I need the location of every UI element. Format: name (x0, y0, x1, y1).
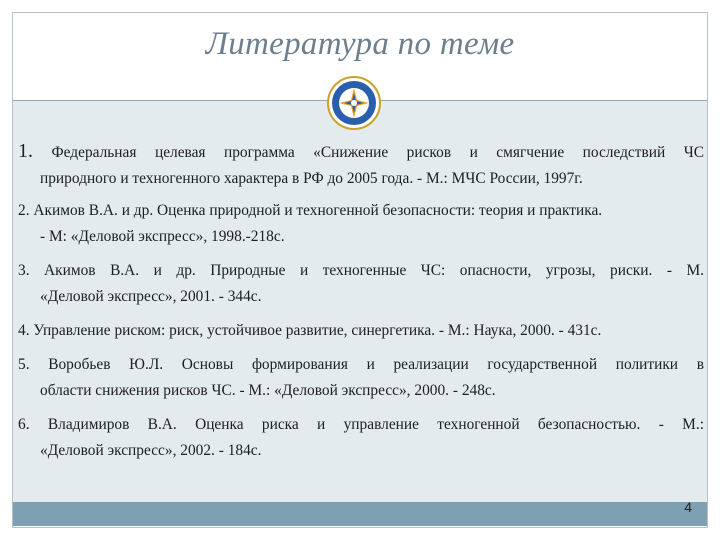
footer-bar (13, 502, 707, 526)
reference-number: 5. (18, 356, 30, 373)
reference-number: 6. (18, 416, 30, 433)
reference-line-1: Акимов В.А. и др. Природные и техногенные ЧС: опасности, угрозы, риски. - М. (44, 262, 704, 279)
slide-title: Литература по теме (205, 26, 515, 62)
reference-line-2: природного и техногенного характера в РФ до 2005 года. - М.: МЧС России, 1997г. (40, 170, 583, 187)
reference-line-2: «Деловой экспресс», 2002. - 184с. (40, 442, 262, 459)
reference-line-2: - М: «Деловой экспресс», 1998.-218с. (40, 228, 285, 245)
page-number: 4 (684, 499, 692, 515)
reference-item-2 (18, 198, 704, 250)
reference-line-1: Федеральная целевая программа «Снижение рисков и смягчение последствий ЧС (51, 144, 704, 161)
reference-line-1: Акимов В.А. и др. Оценка природной и техногенной безопасности: теория и практика. (33, 202, 603, 219)
reference-line-1: Управление риском: риск, устойчивое развитие, синергетика. - М.: Наука, 2000. - 431с. (33, 322, 602, 339)
reference-item-5 (18, 352, 704, 404)
references-list (18, 138, 704, 464)
reference-number: 2. (18, 202, 30, 219)
reference-line-1: Владимиров В.А. Оценка риска и управление техногенной безопасностью. - М.: (47, 416, 704, 433)
reference-number: 3. (18, 262, 30, 279)
reference-number: 4. (18, 322, 30, 339)
reference-number: 1. (18, 140, 33, 162)
reference-item-1 (18, 138, 704, 192)
reference-line-2: «Деловой экспресс», 2001. - 344с. (40, 288, 262, 305)
reference-line-1: Воробьев Ю.Л. Основы формирования и реализации государственной политики в (48, 356, 704, 373)
mchs-emblem-icon (327, 76, 381, 130)
reference-item-6 (18, 412, 704, 464)
reference-line-2: области снижения рисков ЧС. - М.: «Деловой экспресс», 2000. - 248с. (40, 382, 496, 399)
reference-item-3 (18, 258, 704, 310)
reference-item-4 (18, 318, 704, 344)
